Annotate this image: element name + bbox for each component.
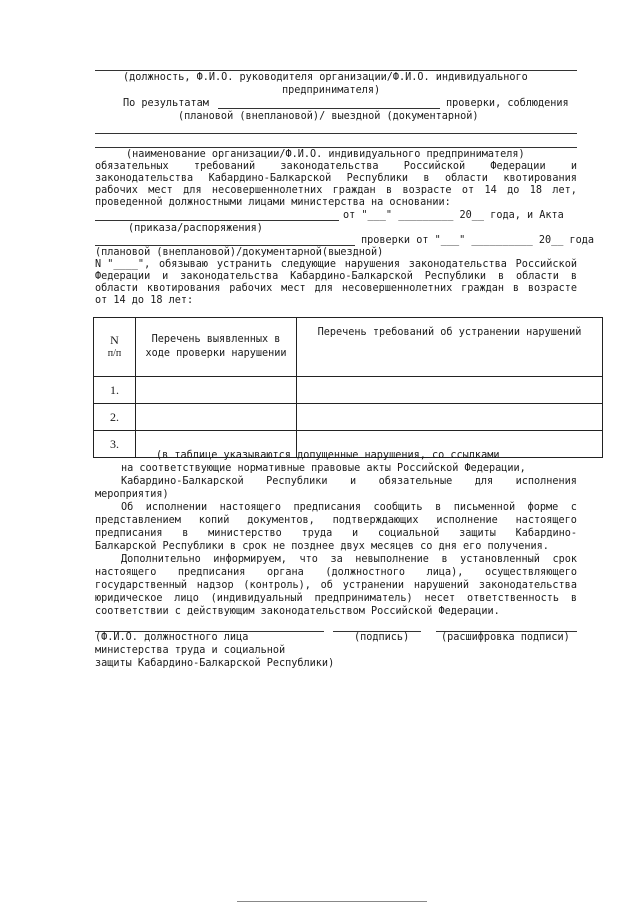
results-blank-line[interactable] <box>218 108 440 109</box>
para1-line3: рабочих мест для несовершеннолетних граждан в возрасте от 14 до 18 лет, <box>95 185 577 196</box>
exec-line3: предписания в министерство труда и социальной защиты Кабардино- <box>95 528 577 539</box>
results-suffix: проверки, соблюдения <box>446 98 569 109</box>
col-number-header: N п/п <box>94 318 136 377</box>
organization-caption: (наименование организации/Ф.И.О. индивидуального предпринимателя) <box>126 149 525 160</box>
warn-line5: соответствии с действующим законодательством Российской Федерации. <box>95 606 500 617</box>
ministry-line-1: министерства труда и социальной <box>95 645 286 656</box>
para1-line4: проведенной должностными лицами министерства на основании: <box>95 197 451 208</box>
violations-table <box>93 317 603 458</box>
position-caption-1: (должность, Ф.И.О. руководителя организации/Ф.И.О. индивидуального <box>123 72 528 83</box>
inspection-type-caption: (плановой (внеплановой)/ выездной (документарной) <box>178 111 479 122</box>
violation-cell[interactable] <box>136 377 297 404</box>
warn-line4: юридическое лицо (индивидуальный предприниматель) несет ответственность в <box>95 593 577 604</box>
row-number: 1. <box>94 377 136 404</box>
exec-line4: Балкарской Республики в срок не позднее двух месяцев со дня его получения. <box>95 541 549 552</box>
table-header-row <box>94 318 603 377</box>
organization-line-2[interactable] <box>95 147 577 148</box>
requirement-cell[interactable] <box>297 404 603 431</box>
order-caption: (приказа/распоряжения) <box>128 223 263 234</box>
warn-line1: Дополнительно информируем, что за невыполнение в установленный срок <box>121 554 577 565</box>
exec-line1: Об исполнении настоящего предписания сообщить в письменной форме с <box>121 502 577 513</box>
decode-caption: (расшифровка подписи) <box>441 632 570 643</box>
table-row <box>94 404 603 431</box>
table-row <box>94 377 603 404</box>
requirement-cell[interactable] <box>297 377 603 404</box>
para2-line3: области квотирования рабочих мест для несовершеннолетних граждан в возрасте <box>95 283 577 294</box>
col-violations-header: Перечень выявленных в ходе проверки нарушении <box>136 318 297 377</box>
check-blank-line[interactable] <box>95 245 355 246</box>
row-number: 2. <box>94 404 136 431</box>
warn-line2: настоящего предписания органа (должностного лица), осуществляющего <box>95 567 577 578</box>
bottom-rule <box>237 901 427 902</box>
col-requirements-header: Перечень требований об устранении нарушений <box>297 318 603 377</box>
organization-line-1[interactable] <box>95 133 577 134</box>
order-blank-line[interactable] <box>95 220 339 221</box>
order-from: от "___" _________ 20__ года, и Акта <box>343 210 564 221</box>
exec-line2: представлением копий документов, подтверждающих исполнение настоящего <box>95 515 577 526</box>
signature-caption: (подпись) <box>354 632 410 643</box>
official-name-line <box>95 70 577 71</box>
table-note-1: (в таблице указываются допущенные нарушения, со ссылками <box>156 450 500 461</box>
para2-line4: от 14 до 18 лет: <box>95 295 194 306</box>
table-note-2: на соответствующие нормативные правовые акты Российской Федерации, <box>121 463 526 474</box>
ministry-line-2: защиты Кабардино-Балкарской Республики) <box>95 658 335 669</box>
results-prefix: По результатам <box>123 98 209 109</box>
position-caption-2: предпринимателя) <box>282 85 381 96</box>
number-line: N "____", обязываю устранить следующие нарушения законодательства Российской <box>95 259 577 270</box>
table-note-3: Кабардино-Балкарской Республики и обязательные для исполнения <box>121 476 577 487</box>
warn-line3: государственный надзор (контроль), об устранении нарушений законодательства <box>95 580 577 591</box>
official-caption: (Ф.И.О. должностного лица <box>95 632 249 643</box>
para1-line1: обязательных требований законодательства Российской Федерации и <box>95 161 577 172</box>
check-caption: (плановой (внеплановой)/документарной(выездной) <box>95 247 384 258</box>
violation-cell[interactable] <box>136 404 297 431</box>
para2-line2: Федерации и законодательства Кабардино-Балкарской Республики в области в <box>95 271 577 282</box>
check-from: проверки от "___" __________ 20__ года <box>361 235 595 246</box>
table-note-4: мероприятия) <box>95 489 169 500</box>
para1-line2: законодательства Кабардино-Балкарской Республики в области квотирования <box>95 173 577 184</box>
row-number: 3. <box>94 431 136 458</box>
